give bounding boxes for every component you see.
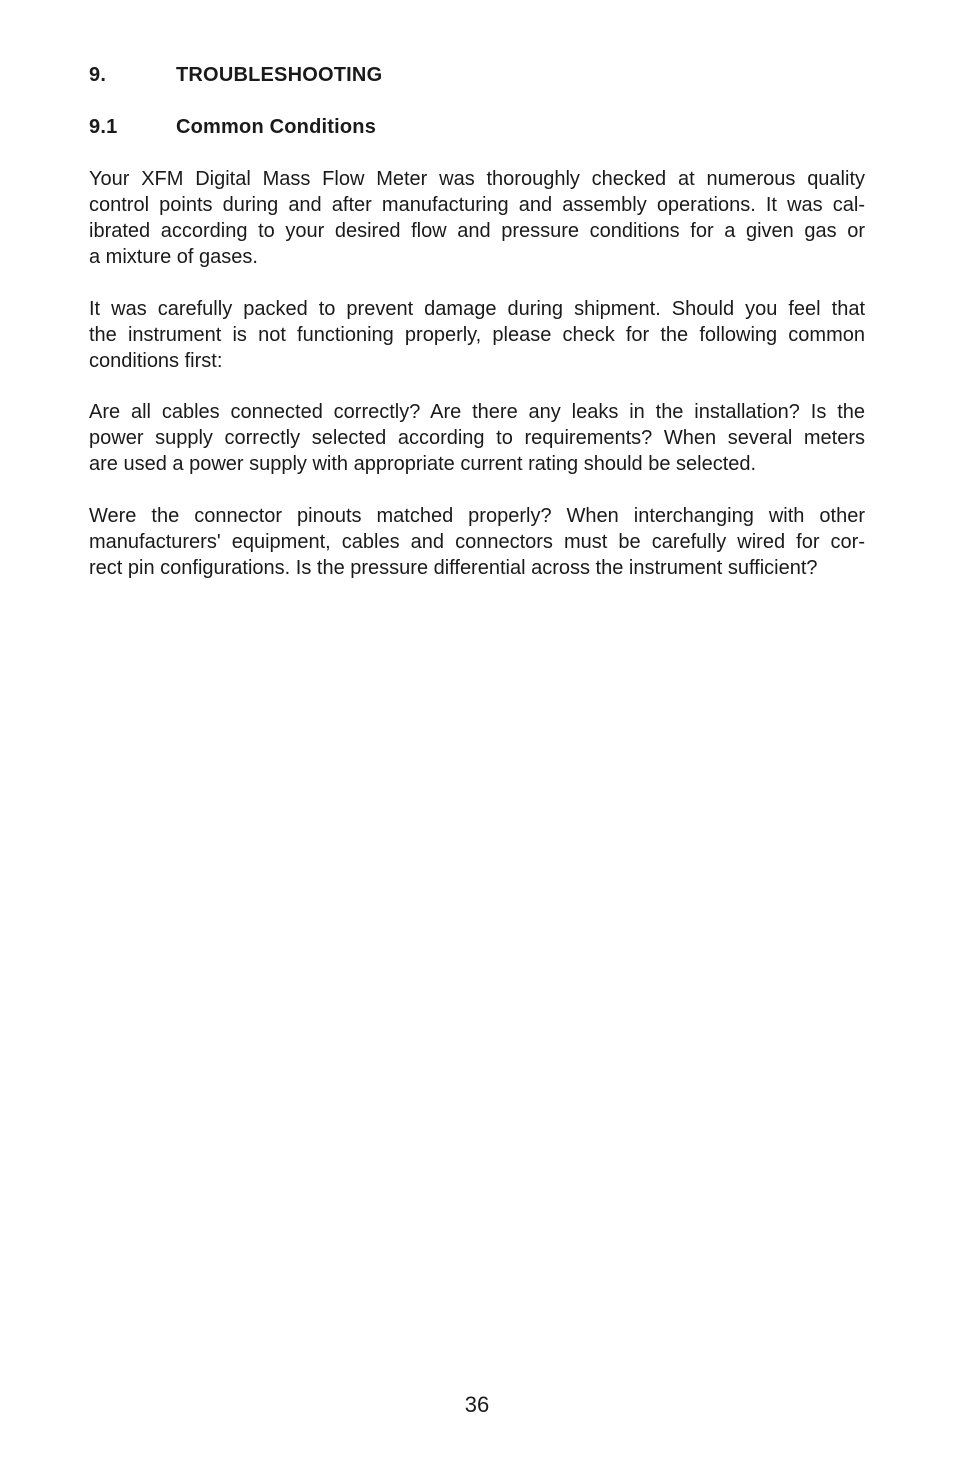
subsection-number: 9.1 — [89, 116, 118, 138]
section-number: 9. — [89, 64, 107, 86]
paragraph-line: Are all cables connected correctly? Are there any leaks in the installation? Is the — [89, 401, 865, 423]
section-heading — [89, 63, 382, 87]
paragraph-4 — [89, 503, 865, 581]
paragraph-line: ibrated according to your desired flow and pressure conditions for a given gas or — [89, 220, 865, 242]
subsection-heading — [89, 115, 376, 139]
paragraph-line: manufacturers' equipment, cables and connectors must be carefully wired for cor- — [89, 531, 865, 553]
paragraph-line: the instrument is not functioning properly, please check for the following common — [89, 324, 865, 346]
paragraph-line: Were the connector pinouts matched properly? When interchanging with other — [89, 505, 865, 527]
paragraph-line: a mixture of gases. — [89, 246, 258, 268]
section-title: TROUBLESHOOTING — [176, 64, 383, 86]
paragraph-line: conditions first: — [89, 350, 223, 372]
paragraph-line: rect pin configurations. Is the pressure differential across the instrument sufficient? — [89, 557, 818, 579]
paragraph-3 — [89, 399, 865, 477]
paragraph-line: Your XFM Digital Mass Flow Meter was thoroughly checked at numerous quality — [89, 168, 865, 190]
paragraph-line: It was carefully packed to prevent damage during shipment. Should you feel that — [89, 298, 865, 320]
page-number: 36 — [464, 1392, 490, 1417]
paragraph-line: power supply correctly selected according to requirements? When several meters — [89, 427, 865, 449]
paragraph-line: are used a power supply with appropriate current rating should be selected. — [89, 453, 757, 475]
paragraph-1 — [89, 166, 865, 270]
paragraph-2 — [89, 296, 865, 374]
paragraph-line: control points during and after manufacturing and assembly operations. It was cal- — [89, 194, 865, 216]
subsection-title: Common Conditions — [176, 116, 377, 138]
